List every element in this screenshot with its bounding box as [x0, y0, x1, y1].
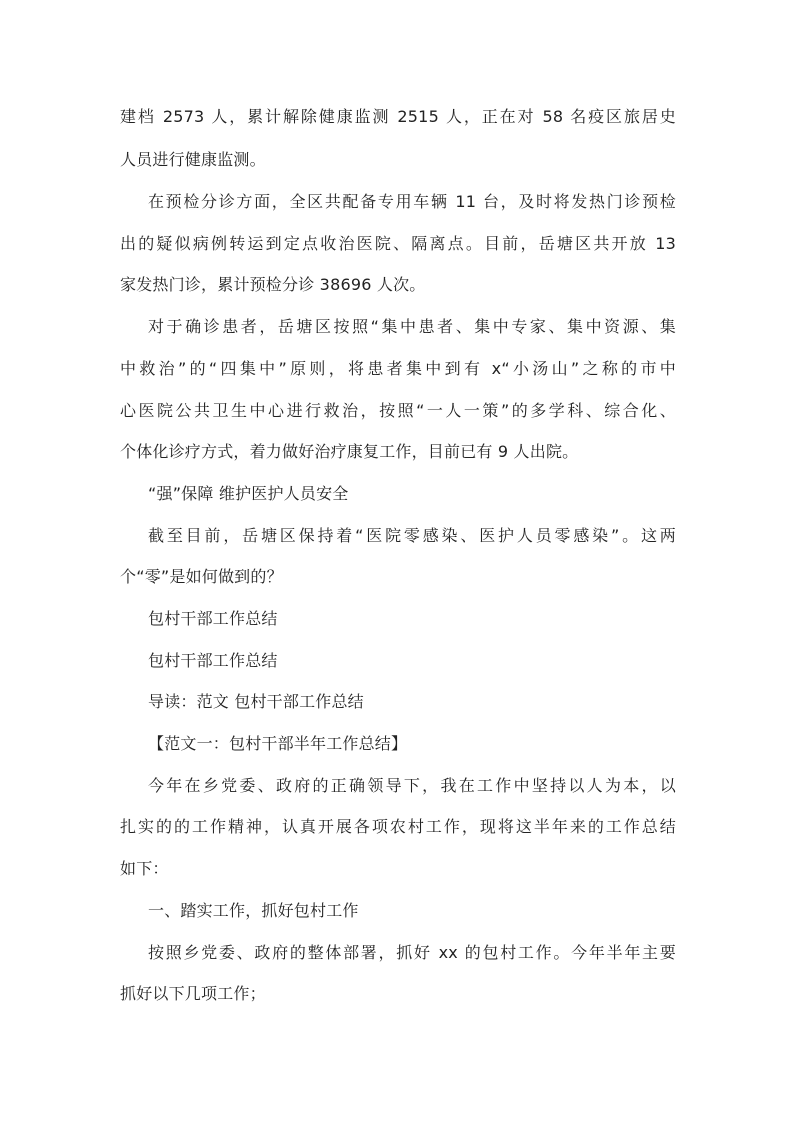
text-line-7: 中救治”的“四集中”原则，将患者集中到有 x“小汤山”之称的市中: [120, 359, 676, 378]
text-line-19: 如下：: [120, 859, 169, 878]
text-line-9: 个体化诊疗方式，着力做好治疗康复工作，目前已有 9 人出院。: [120, 442, 579, 461]
text-line-5: 家发热门诊，累计预检分诊 38696 人次。: [120, 275, 426, 294]
text-line-3: 在预检分诊方面，全区共配备专用车辆 11 台，及时将发热门诊预检: [148, 192, 676, 211]
text-line-6: 对于确诊患者，岳塘区按照“集中患者、集中专家、集中资源、集: [148, 317, 676, 336]
guide-line: 导读：范文 包村干部工作总结: [148, 692, 364, 711]
section-heading-strong-guarantee: “强”保障 维护医护人员安全: [148, 484, 349, 503]
text-line-22: 抓好以下几项工作；: [120, 984, 266, 1003]
text-line-17: 今年在乡党委、政府的正确领导下，我在工作中坚持以人为本，以: [148, 776, 676, 795]
sample-heading: 【范文一：包村干部半年工作总结】: [148, 734, 408, 753]
title-line-1: 包村干部工作总结: [148, 609, 278, 628]
section-heading-one: 一、踏实工作，抓好包村工作: [148, 901, 359, 920]
title-line-2: 包村干部工作总结: [148, 651, 278, 670]
text-line-2: 人员进行健康监测。: [120, 150, 266, 169]
text-line-4: 出的疑似病例转运到定点收治医院、隔离点。目前，岳塘区共开放 13: [120, 234, 676, 253]
text-line-11: 截至目前，岳塘区保持着“医院零感染、医护人员零感染”。这两: [148, 526, 676, 545]
text-line-21: 按照乡党委、政府的整体部署，抓好 xx 的包村工作。今年半年主要: [148, 943, 676, 962]
text-line-12: 个“零”是如何做到的？: [120, 567, 283, 586]
text-line-8: 心医院公共卫生中心进行救治，按照“一人一策”的多学科、综合化、: [120, 401, 676, 420]
text-line-18: 扎实的的工作精神，认真开展各项农村工作，现将这半年来的工作总结: [120, 817, 676, 836]
text-line-1: 建档 2573 人，累计解除健康监测 2515 人，正在对 58 名疫区旅居史: [120, 107, 676, 126]
